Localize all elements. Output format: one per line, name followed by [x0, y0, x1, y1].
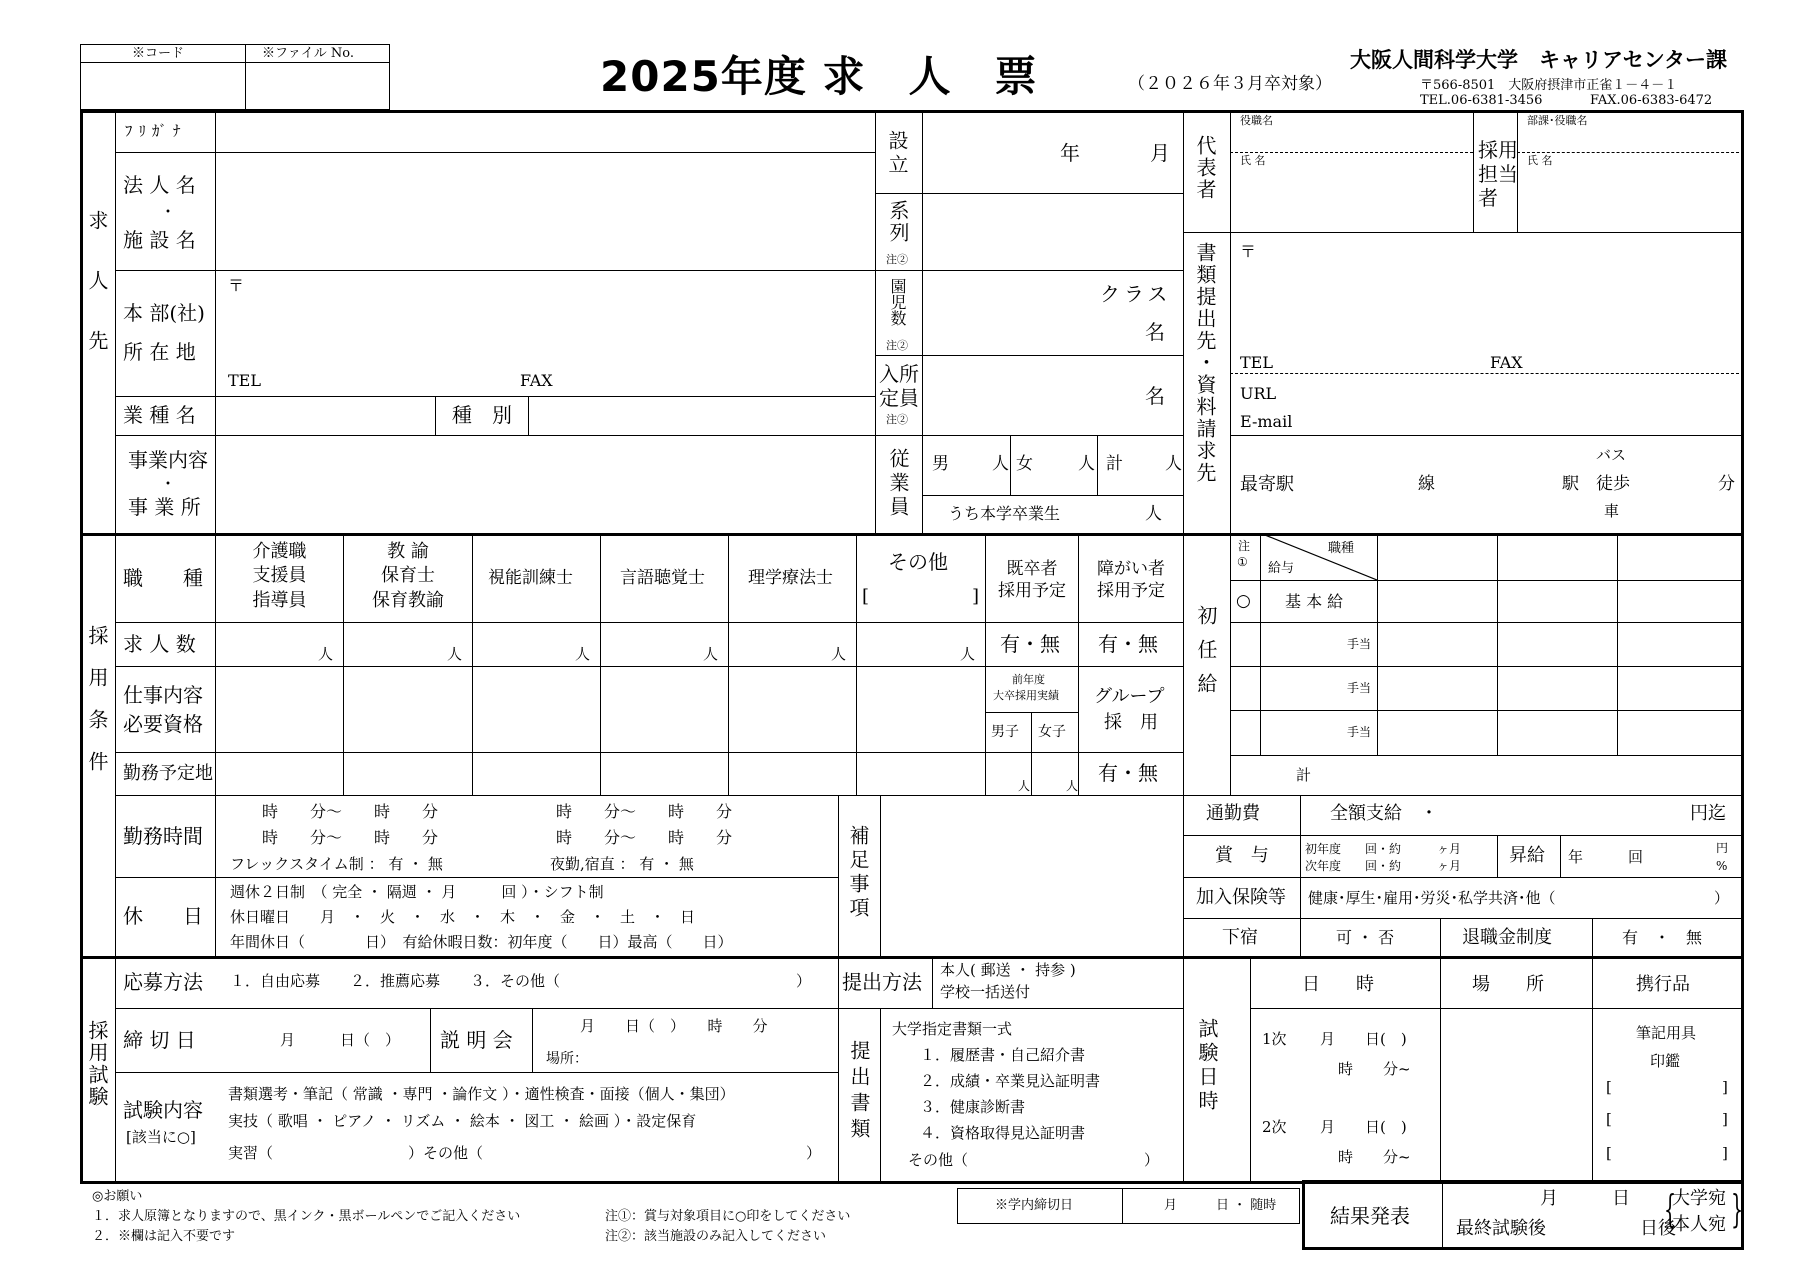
second-hm: 時 分~ [1338, 1148, 1411, 1166]
briefing-place: 場所： [546, 1051, 588, 1067]
result-brace-r: } [1731, 1187, 1744, 1231]
first-hm: 時 分~ [1338, 1060, 1411, 1078]
business-dot: ・ [160, 474, 177, 493]
prev-boys-nin: 人 [1018, 779, 1031, 793]
founded-year: 年 [1060, 141, 1080, 165]
pay-job: 職種 [1328, 541, 1355, 556]
class-label: クラス [1100, 282, 1172, 306]
result-after: 日後 [1640, 1218, 1676, 1239]
footer-note-4: 注②：該当施設のみ記入してください [605, 1229, 827, 1244]
emp-female: 女 [1016, 454, 1033, 474]
allowance-3: 手当 [1347, 725, 1372, 739]
count-nin-5: 人 [831, 645, 847, 663]
prev-label-2: 大卒採用実績 [993, 689, 1059, 702]
docs-url: URL [1240, 384, 1277, 403]
holiday-2: 休日曜日 月 ・ 火 ・ 水 ・ 木 ・ 金 ・ 土 ・ 日 [230, 908, 696, 926]
boarding-label: 下宿 [1222, 927, 1258, 948]
docs-email: E-mail [1240, 412, 1293, 431]
corp-name-label-1: 法 人 名 [123, 173, 196, 197]
emp-female-nin: 人 [1078, 454, 1095, 474]
raise-percent: % [1716, 859, 1728, 873]
rep-label: 代表者 [1193, 135, 1217, 201]
station-bus: バス [1596, 446, 1627, 464]
content-c: 実習（ ）その他（ [228, 1144, 484, 1162]
count-nin-2: 人 [447, 645, 463, 663]
prev-girls-nin: 人 [1066, 779, 1079, 793]
bonus-label: 賞 与 [1215, 845, 1275, 866]
initial-pay-label: 初任給 [1194, 605, 1218, 707]
result-self[interactable]: 本人宛 [1672, 1214, 1726, 1235]
contact-name: 氏 名 [1527, 154, 1553, 167]
insurance-val: 健康･厚生･雇用･労災･私学共済･他（ [1308, 889, 1556, 907]
hours-row-2b: 時 分～ 時 分 [556, 828, 733, 847]
dept-title: 部課･役職名 [1527, 114, 1588, 127]
hq-postal: 〒 [228, 276, 245, 295]
rep-name: 氏 名 [1240, 154, 1266, 167]
items-br-3: ] [1722, 1144, 1728, 1162]
docs-1: １．履歴書・自己紹介書 [920, 1046, 1086, 1064]
deadline-val: 月 日（ ） [280, 1031, 401, 1049]
apply-label: 応募方法 [123, 970, 203, 994]
corp-name-dot: ・ [160, 202, 177, 221]
industry-label: 業 種 名 [123, 403, 196, 427]
page-title: 2025年度 求 人 票 [600, 52, 1038, 101]
station-label: 最寄駅 [1240, 474, 1294, 495]
capacity-label-1: 入所 [879, 362, 919, 386]
code-label: ※コード [132, 46, 185, 61]
docs-label: 書類提出先・資料請求先 [1193, 242, 1217, 484]
docs-postal: 〒 [1240, 242, 1257, 261]
supplement-label: 補足事項 [846, 825, 870, 921]
holiday-label: 休 日 [123, 904, 203, 928]
emp-male: 男 [932, 454, 949, 474]
disabled-yes-no[interactable]: 有・無 [1098, 632, 1158, 656]
commute-val: 全額支給 ・ [1330, 803, 1438, 824]
request-label: ◎お願い [92, 1189, 143, 1204]
emp-total: 計 [1106, 454, 1123, 474]
capacity-mei: 名 [1145, 384, 1165, 408]
docs-4: ４．資格取得見込証明書 [920, 1124, 1086, 1142]
items-bl-3: [ [1606, 1144, 1612, 1162]
docs-paren: ） [1144, 1151, 1160, 1169]
station-line: 線 [1418, 474, 1435, 494]
pay-sum: 計 [1296, 766, 1312, 784]
result-univ[interactable]: 大学宛 [1672, 1188, 1726, 1209]
university-tel: TEL.06-6381-3456 [1420, 93, 1543, 108]
insurance-paren: ） [1714, 889, 1730, 907]
job-label: 職 種 [123, 566, 203, 590]
hq-label-2: 所 在 地 [123, 340, 196, 364]
rep-title: 役職名 [1240, 114, 1273, 127]
commute-yen: 円迄 [1690, 803, 1726, 824]
footer-note-1: １．求人原簿となりますので、黒インク・黒ボールペンでご記入ください [92, 1209, 521, 1224]
university-fax: FAX.06-6383-6472 [1590, 93, 1713, 108]
count-nin-3: 人 [575, 645, 591, 663]
emp-male-nin: 人 [992, 454, 1009, 474]
group-yes-no[interactable]: 有・無 [1098, 761, 1158, 785]
docs-2: ２．成績・卒業見込証明書 [920, 1072, 1101, 1090]
commute-label: 通勤費 [1206, 803, 1260, 824]
retire-val: 有 ・ 無 [1622, 928, 1703, 947]
holiday-1: 週休２日制 （ 完全 ・ 隔週 ・ 月 回 ）・シフト制 [230, 883, 604, 901]
count-label: 求 人 数 [123, 632, 196, 656]
internal-deadline-val: 月 日 ・ 随時 [1164, 1198, 1277, 1213]
children-label: 園児数 [888, 278, 907, 326]
group-label-2: 採 用 [1104, 712, 1158, 733]
emp-alumni-nin: 人 [1145, 504, 1162, 524]
job-speech: 言語聴覚士 [620, 568, 705, 588]
footer-note-3: 注①：賞与対象項目に○印をしてください [605, 1209, 851, 1224]
children-mei: 名 [1145, 320, 1165, 344]
docs-tel: TEL [1240, 353, 1273, 372]
hours-row-2a: 時 分～ 時 分 [262, 828, 439, 847]
capacity-note: 注② [886, 413, 908, 426]
capacity-label-2: 定員 [879, 386, 919, 410]
content-label-2: [該当に○] [126, 1128, 196, 1146]
work-label-2: 必要資格 [123, 712, 203, 736]
business-label-1: 事業内容 [128, 448, 208, 472]
emp-total-nin: 人 [1165, 454, 1182, 474]
count-nin-1: 人 [318, 645, 334, 663]
second-md: 月 日( ) [1320, 1118, 1407, 1136]
bonus-2: 次年度 回・約 ヶ月 [1305, 859, 1462, 873]
insurance-label: 加入保険等 [1196, 887, 1286, 908]
section-exam: 採用試験 [85, 1020, 109, 1108]
docs-0: 大学指定書類一式 [892, 1020, 1013, 1038]
prev-boys: 男子 [991, 724, 1019, 740]
apply-paren: ） [796, 972, 812, 990]
corp-name-input[interactable] [216, 153, 874, 269]
job-physio: 理学療法士 [748, 568, 833, 588]
items-br-2: ] [1722, 1110, 1728, 1128]
job-other: その他 [888, 550, 948, 574]
job-orthoptist: 視能訓練士 [488, 568, 573, 588]
second-label: 2次 [1262, 1118, 1287, 1136]
items-seal: 印鑑 [1650, 1052, 1681, 1070]
section-employer: 求人先 [85, 210, 109, 390]
apply-val: １．自由応募 ２．推薦応募 ３．その他（ [230, 972, 561, 990]
founded-month: 月 [1150, 141, 1170, 165]
pay-item: 給与 [1268, 561, 1295, 576]
exam-place-head: 場 所 [1472, 974, 1544, 995]
job-other-br: ] [972, 586, 980, 607]
employees-label: 従業員 [886, 448, 910, 520]
docs-3: ３．健康診断書 [920, 1098, 1026, 1116]
university-name: 大阪人間科学大学 キャリアセンター課 [1350, 48, 1727, 72]
raise-label: 昇給 [1509, 845, 1545, 866]
hours-label: 勤務時間 [123, 824, 203, 848]
section-conditions: 採用条件 [85, 625, 109, 793]
internal-deadline-label: ※学内締切日 [995, 1198, 1074, 1213]
exam-items-head: 携行品 [1636, 974, 1690, 995]
first-md: 月 日( ) [1320, 1030, 1407, 1048]
base-circle[interactable]: ○ [1236, 591, 1251, 611]
docs-5: その他（ [908, 1151, 969, 1169]
emp-alumni: うち本学卒業生 [948, 504, 1061, 523]
briefing-label: 説 明 会 [440, 1028, 513, 1052]
items-br-1: ] [1722, 1078, 1728, 1096]
corp-name-label-2: 施 設 名 [123, 228, 196, 252]
content-label-1: 試験内容 [123, 1098, 203, 1122]
content-a: 書類選考・筆記（ 常識 ・専門 ・論作文 ）・適性検査・面接（個人・集団） [228, 1085, 735, 1103]
bonus-1: 初年度 回・約 ヶ月 [1305, 842, 1462, 856]
count-nin-4: 人 [703, 645, 719, 663]
group-label-1: グループ [1094, 686, 1165, 707]
night-label: 夜勤,宿直 ： 有 ・ 無 [550, 855, 694, 873]
first-label: 1次 [1262, 1030, 1287, 1048]
submit-1: 本人( 郵送 ・ 持参 ) [940, 961, 1076, 979]
job-other-bl: [ [862, 586, 870, 607]
prev-girls: 女子 [1038, 724, 1066, 740]
work-label-1: 仕事内容 [123, 683, 203, 707]
base-pay: 基 本 給 [1285, 592, 1344, 611]
result-label: 結果発表 [1330, 1204, 1410, 1228]
submit-2: 学校一括送付 [940, 983, 1031, 1001]
station-walk: 徒歩 [1596, 474, 1630, 494]
disabled-label: 障がい者 採用予定 [1097, 559, 1165, 602]
allowance-1: 手当 [1347, 637, 1372, 651]
docs-fax: FAX [1490, 353, 1523, 372]
founded-label: 設立 [885, 130, 909, 178]
items-pen: 筆記用具 [1636, 1024, 1697, 1042]
hq-fax: FAX [520, 371, 553, 390]
exam-dt-head: 日 時 [1302, 974, 1374, 995]
result-md: 月 日 [1540, 1188, 1630, 1209]
briefing-val: 月 日（ ） 時 分 [580, 1017, 768, 1035]
furigana-label: ﾌﾘｶﾞﾅ [125, 122, 187, 140]
raise-val: 年 回 [1568, 848, 1644, 866]
holiday-3: 年間休日（ 日） 有給休暇日数：初年度（ 日）最高（ 日） [230, 933, 733, 951]
items-bl-2: [ [1606, 1110, 1612, 1128]
content-b: 実技（ 歌唱 ・ ピアノ ・ リズム ・ 絵本 ・ 図工 ・ 絵画 ）・設定保育 [228, 1112, 697, 1130]
footer-note-2: ２．※欄は記入不要です [92, 1229, 236, 1244]
deadline-label: 締 切 日 [123, 1028, 196, 1052]
hours-row-1b: 時 分～ 時 分 [556, 802, 733, 821]
subtitle: （２０２６年３月卒対象） [1128, 74, 1332, 94]
experienced-yes-no[interactable]: 有・無 [1000, 632, 1060, 656]
raise-yen: 円 [1716, 841, 1729, 855]
type-label: 種 別 [452, 403, 512, 427]
exam-dt-label: 試験日時 [1195, 1018, 1219, 1114]
boarding-val: 可 ・ 否 [1336, 928, 1395, 947]
result-brace: { [1664, 1187, 1677, 1231]
station-minutes: 分 [1718, 474, 1735, 494]
items-bl-1: [ [1606, 1078, 1612, 1096]
station-car: 車 [1604, 502, 1620, 520]
hq-tel: TEL [228, 371, 261, 390]
contact-label: 採用担当者 [1478, 138, 1518, 210]
note1-a: 注 [1238, 539, 1251, 553]
count-nin-6: 人 [960, 645, 976, 663]
docs-submit-label: 提出書類 [847, 1040, 871, 1144]
location-label: 勤務予定地 [123, 763, 213, 784]
retire-label: 退職金制度 [1462, 927, 1552, 948]
job-care: 介護職 支援員 指導員 [252, 541, 307, 611]
university-address: 〒566-8501 大阪府摂津市正雀１－４－１ [1420, 78, 1678, 93]
submit-label: 提出方法 [842, 970, 922, 994]
hq-label-1: 本 部(社) [123, 301, 205, 325]
affiliation-label: 系列 [886, 200, 910, 244]
children-note: 注② [886, 339, 908, 352]
prev-label-1: 前年度 [1012, 673, 1045, 686]
note1-b: ① [1237, 555, 1248, 569]
business-label-2: 事 業 所 [128, 495, 201, 519]
content-paren: ） [806, 1144, 822, 1162]
job-teacher: 教 諭 保育士 保育教諭 [372, 541, 444, 611]
station-eki: 駅 [1562, 474, 1579, 494]
experienced-label: 既卒者 採用予定 [998, 559, 1066, 602]
allowance-2: 手当 [1347, 681, 1372, 695]
file-label: ※ファイル No. [262, 46, 354, 61]
affiliation-note: 注② [886, 253, 908, 266]
flex-label: フレックスタイム制 ： 有 ・ 無 [230, 855, 443, 873]
hours-row-1a: 時 分～ 時 分 [262, 802, 439, 821]
result-final: 最終試験後 [1456, 1218, 1546, 1239]
